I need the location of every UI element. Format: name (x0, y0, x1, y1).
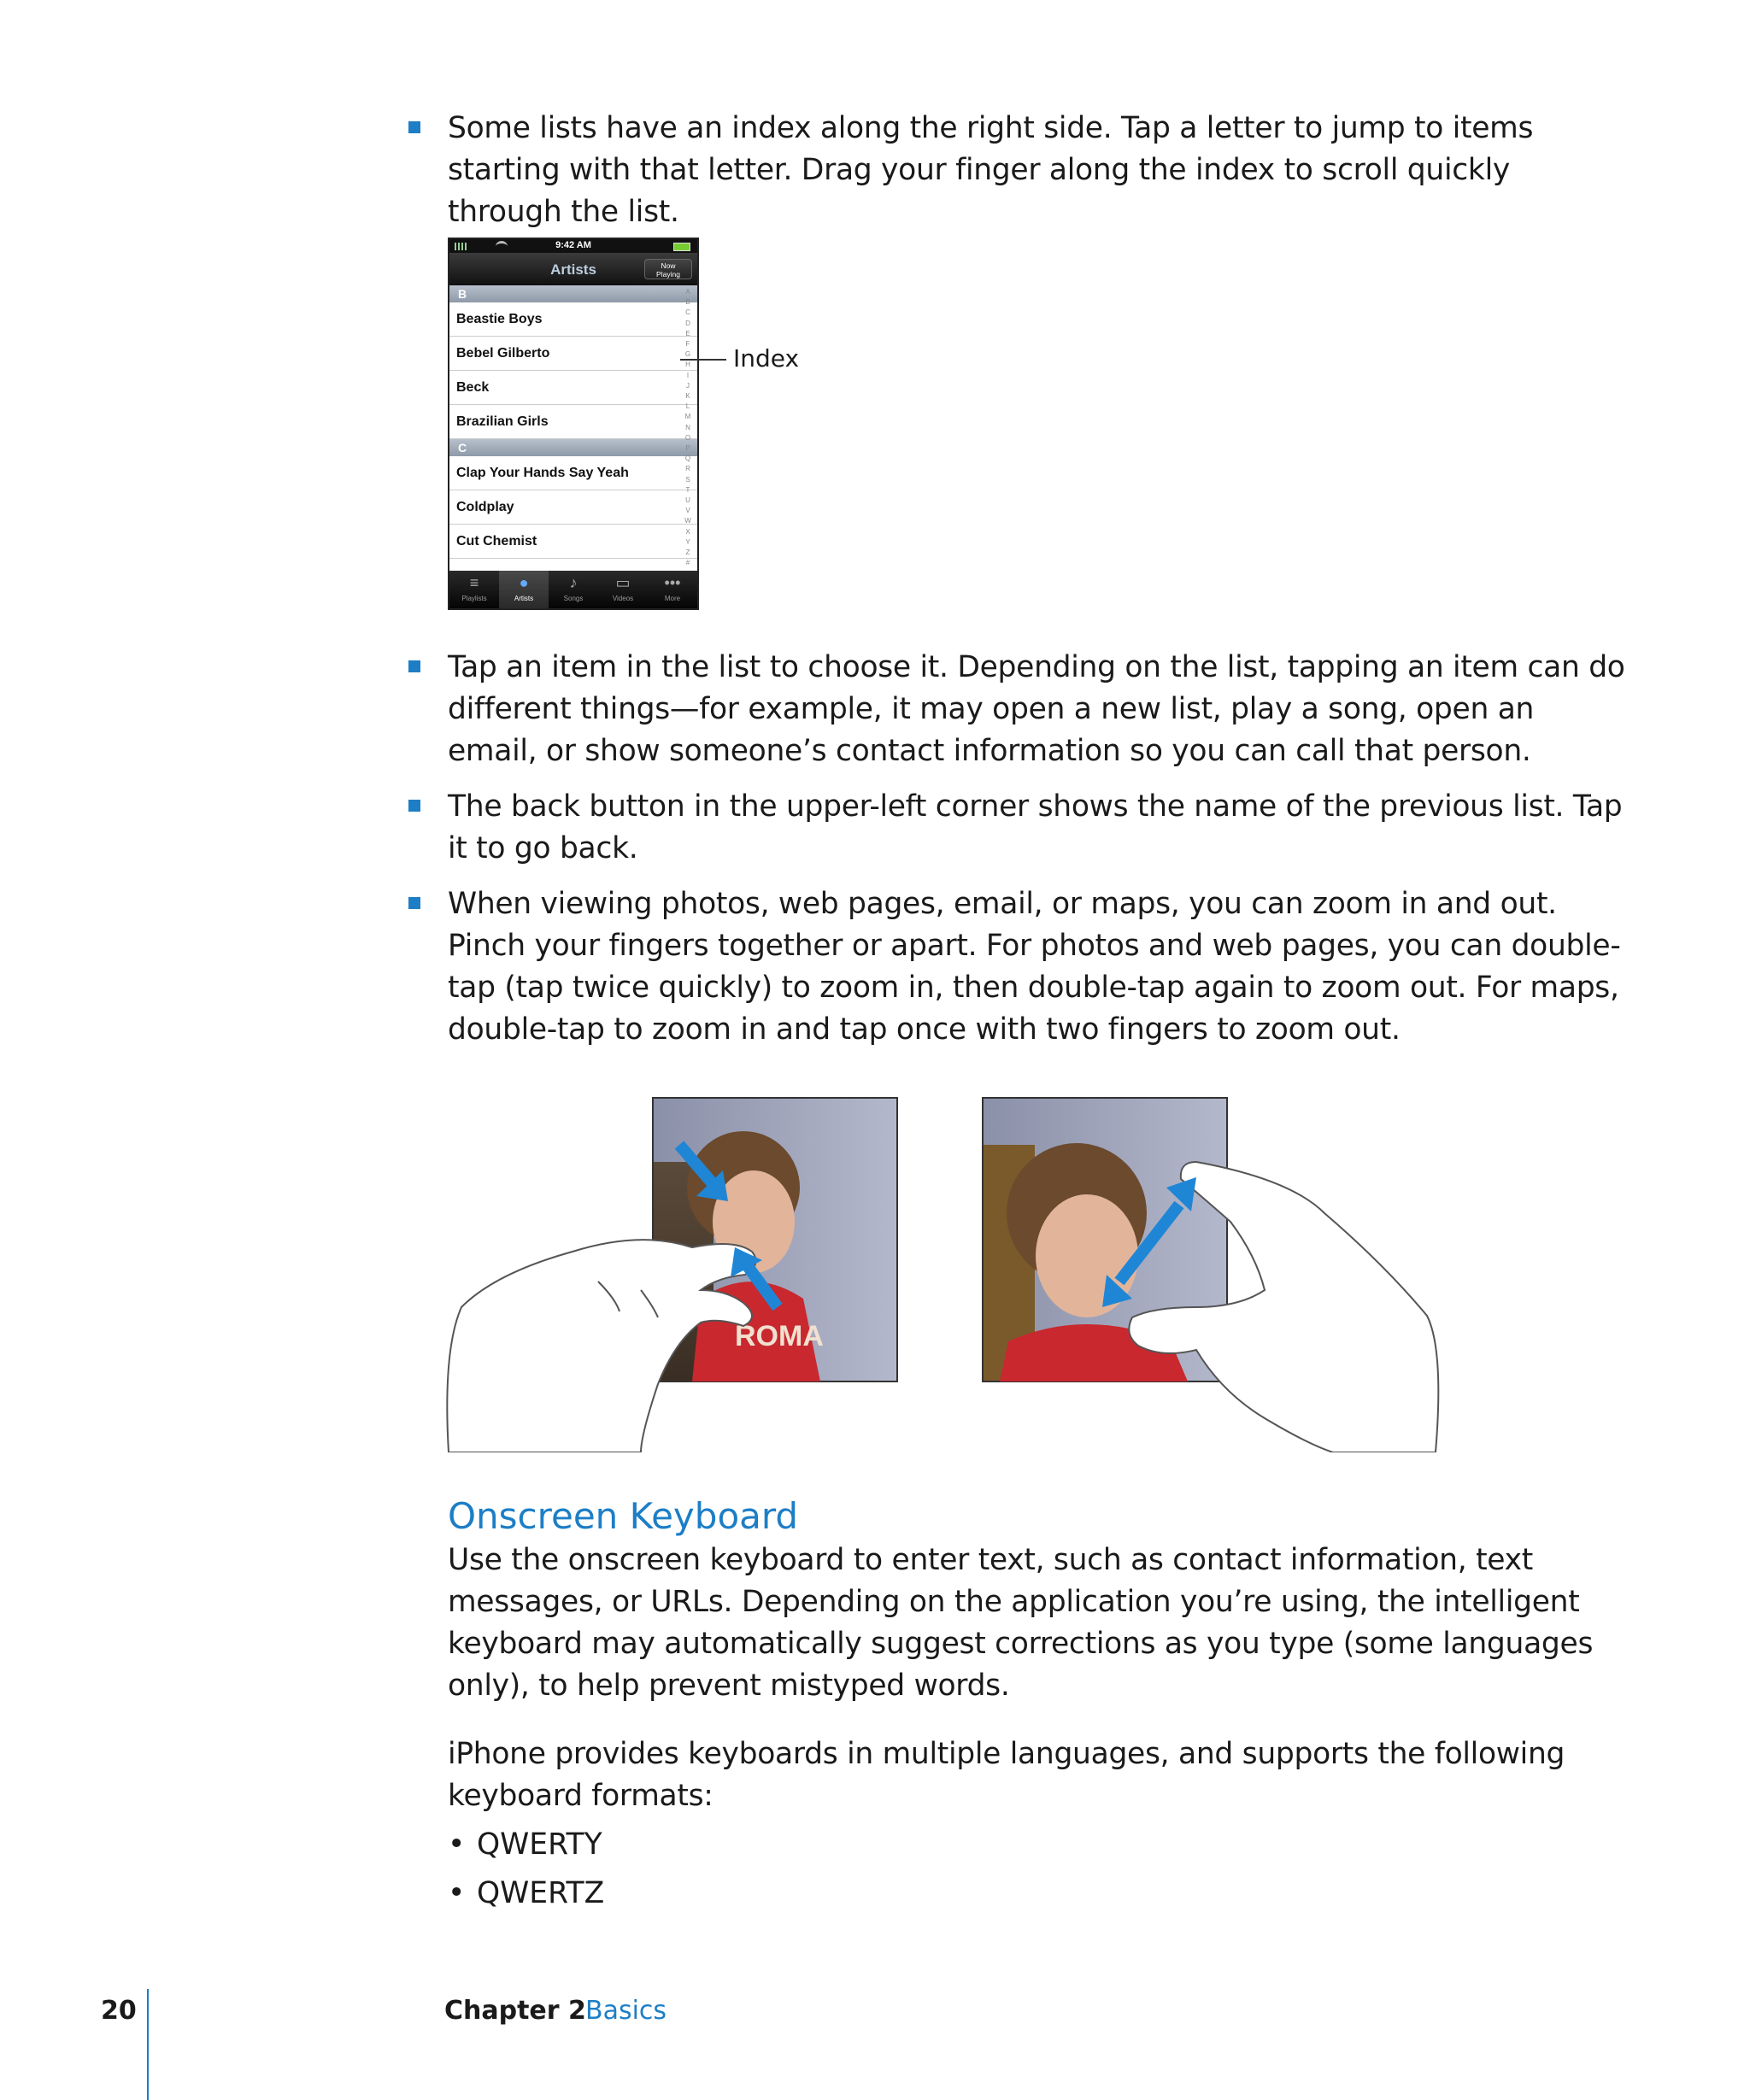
artists-icon: ● (519, 574, 529, 591)
status-time: 9:42 AM (555, 240, 591, 250)
index-letter[interactable]: N (685, 423, 690, 431)
index-letter[interactable]: Q (684, 455, 691, 463)
bullet-text: Some lists have an index along the right side. Tap a letter to jump to items starting with that letter. Drag your finger along the index to scroll quickly through the list. (448, 111, 1534, 229)
list-item[interactable]: Cut Chemist (449, 525, 697, 559)
section-header-b: B (449, 285, 697, 302)
keyboard-paragraph-1: Use the onscreen keyboard to enter text, such as contact information, text messages, or URLs. Depending on the application you’re using, the intelligent keyboard may automatically suggest corrections as you type (some languages only), to help prevent mistyped words. (448, 1543, 1594, 1703)
index-letter[interactable]: A (685, 288, 690, 296)
bullet-marker (408, 800, 420, 812)
bullet-marker (408, 660, 420, 672)
tab-label: Playlists (461, 595, 487, 602)
tab-label: Videos (612, 595, 634, 602)
tab-label: Artists (514, 595, 534, 602)
tab-videos[interactable] (598, 571, 648, 608)
index-letter[interactable]: B (685, 298, 690, 307)
index-letter[interactable]: W (684, 517, 691, 525)
battery-icon (673, 243, 690, 251)
index-letter[interactable]: O (684, 433, 691, 442)
list-item[interactable]: Clap Your Hands Say Yeah (449, 456, 697, 490)
format-list-item (448, 1824, 602, 1866)
bullet-text: Tap an item in the list to choose it. Depending on the list, tapping an item can do different things—for example, it may open a new list, play a song, open an email, or show someone’s contact information so you can call that person. (448, 650, 1625, 768)
shirt-text: ROMA (735, 1320, 824, 1352)
list-item[interactable]: Beck (449, 371, 697, 405)
keyboard-paragraph-2: iPhone provides keyboards in multiple languages, and supports the following keyboard formats: (448, 1737, 1565, 1813)
list-item[interactable]: Coldplay (449, 490, 697, 525)
index-letter[interactable]: E (685, 329, 690, 337)
index-letter[interactable]: V (685, 507, 690, 515)
index-letter[interactable]: F (685, 340, 690, 349)
more-icon: ••• (664, 574, 681, 591)
list-item[interactable]: Brazilian Girls (449, 405, 697, 439)
nav-bar (449, 253, 697, 285)
playlists-icon: ≡ (469, 574, 479, 591)
index-letter[interactable]: R (685, 465, 690, 473)
bullet-text: When viewing photos, web pages, email, or maps, you can zoom in and out. Pinch your fingers together or apart. For photos and web pages, you can double-tap (tap twice quickly) to zoom in, then double-tap again to zoom out. For maps, double-tap to zoom in and tap once with two fingers to zoom out. (448, 887, 1621, 1047)
list-item[interactable]: Beastie Boys (449, 302, 697, 337)
chapter-name-link[interactable]: Basics (585, 1996, 667, 2026)
callout-line (680, 359, 726, 361)
index-letter[interactable]: L (685, 402, 690, 411)
status-bar (449, 239, 697, 253)
now-playing-line1: Now (661, 261, 676, 270)
index-letter[interactable]: T (685, 485, 690, 494)
tab-label: Songs (563, 595, 584, 602)
section-header-c: C (449, 439, 697, 456)
page-number: 20 (101, 1996, 137, 2026)
index-letter[interactable]: I (686, 371, 690, 379)
songs-icon: ♪ (569, 574, 578, 591)
index-letter[interactable]: P (685, 444, 690, 453)
chapter-label: Chapter 2 (444, 1996, 586, 2026)
format-name: QWERTZ (477, 1876, 605, 1910)
index-letter[interactable]: M (684, 413, 691, 421)
tab-playlists[interactable] (449, 571, 499, 608)
tab-more[interactable] (648, 571, 697, 608)
iphone-artists-screenshot (448, 238, 699, 610)
section-heading: Onscreen Keyboard (448, 1495, 799, 1537)
tab-label: More (664, 595, 681, 602)
bullet-text: The back button in the upper-left corner shows the name of the previous list. Tap it to go back. (448, 789, 1623, 865)
photo-pinch-in (653, 1098, 897, 1381)
format-name: QWERTY (477, 1827, 602, 1862)
index-letter[interactable]: U (685, 496, 690, 505)
bullet-dot: • (448, 1876, 466, 1910)
index-letter[interactable]: H (685, 361, 690, 369)
index-callout-label: Index (733, 344, 800, 372)
format-list-item (448, 1873, 604, 1915)
pinch-zoom-illustration (444, 1094, 1461, 1452)
index-letter[interactable]: Y (685, 537, 690, 546)
index-letter[interactable]: C (685, 308, 690, 317)
tab-bar (449, 571, 697, 608)
bullet-marker (408, 121, 420, 133)
index-letter[interactable]: S (685, 475, 690, 484)
tab-songs[interactable] (549, 571, 598, 608)
index-letter[interactable]: X (685, 527, 690, 536)
now-playing-button[interactable] (644, 259, 692, 279)
index-letter[interactable]: K (685, 392, 690, 401)
nav-title: Artists (550, 261, 596, 278)
now-playing-line2: Playing (656, 270, 680, 279)
tab-artists[interactable] (499, 571, 549, 608)
index-letter[interactable]: D (685, 319, 690, 327)
index-letter[interactable]: G (684, 350, 691, 359)
bullet-dot: • (448, 1827, 466, 1862)
list-item[interactable]: Bebel Gilberto (449, 337, 697, 371)
bullet-marker (408, 897, 420, 909)
index-letter[interactable]: J (686, 381, 690, 390)
videos-icon: ▭ (615, 574, 631, 591)
index-letter[interactable]: # (685, 559, 690, 567)
alphabet-index[interactable] (684, 287, 692, 567)
index-letter[interactable]: Z (685, 548, 690, 557)
footer-rule (147, 1989, 149, 2100)
